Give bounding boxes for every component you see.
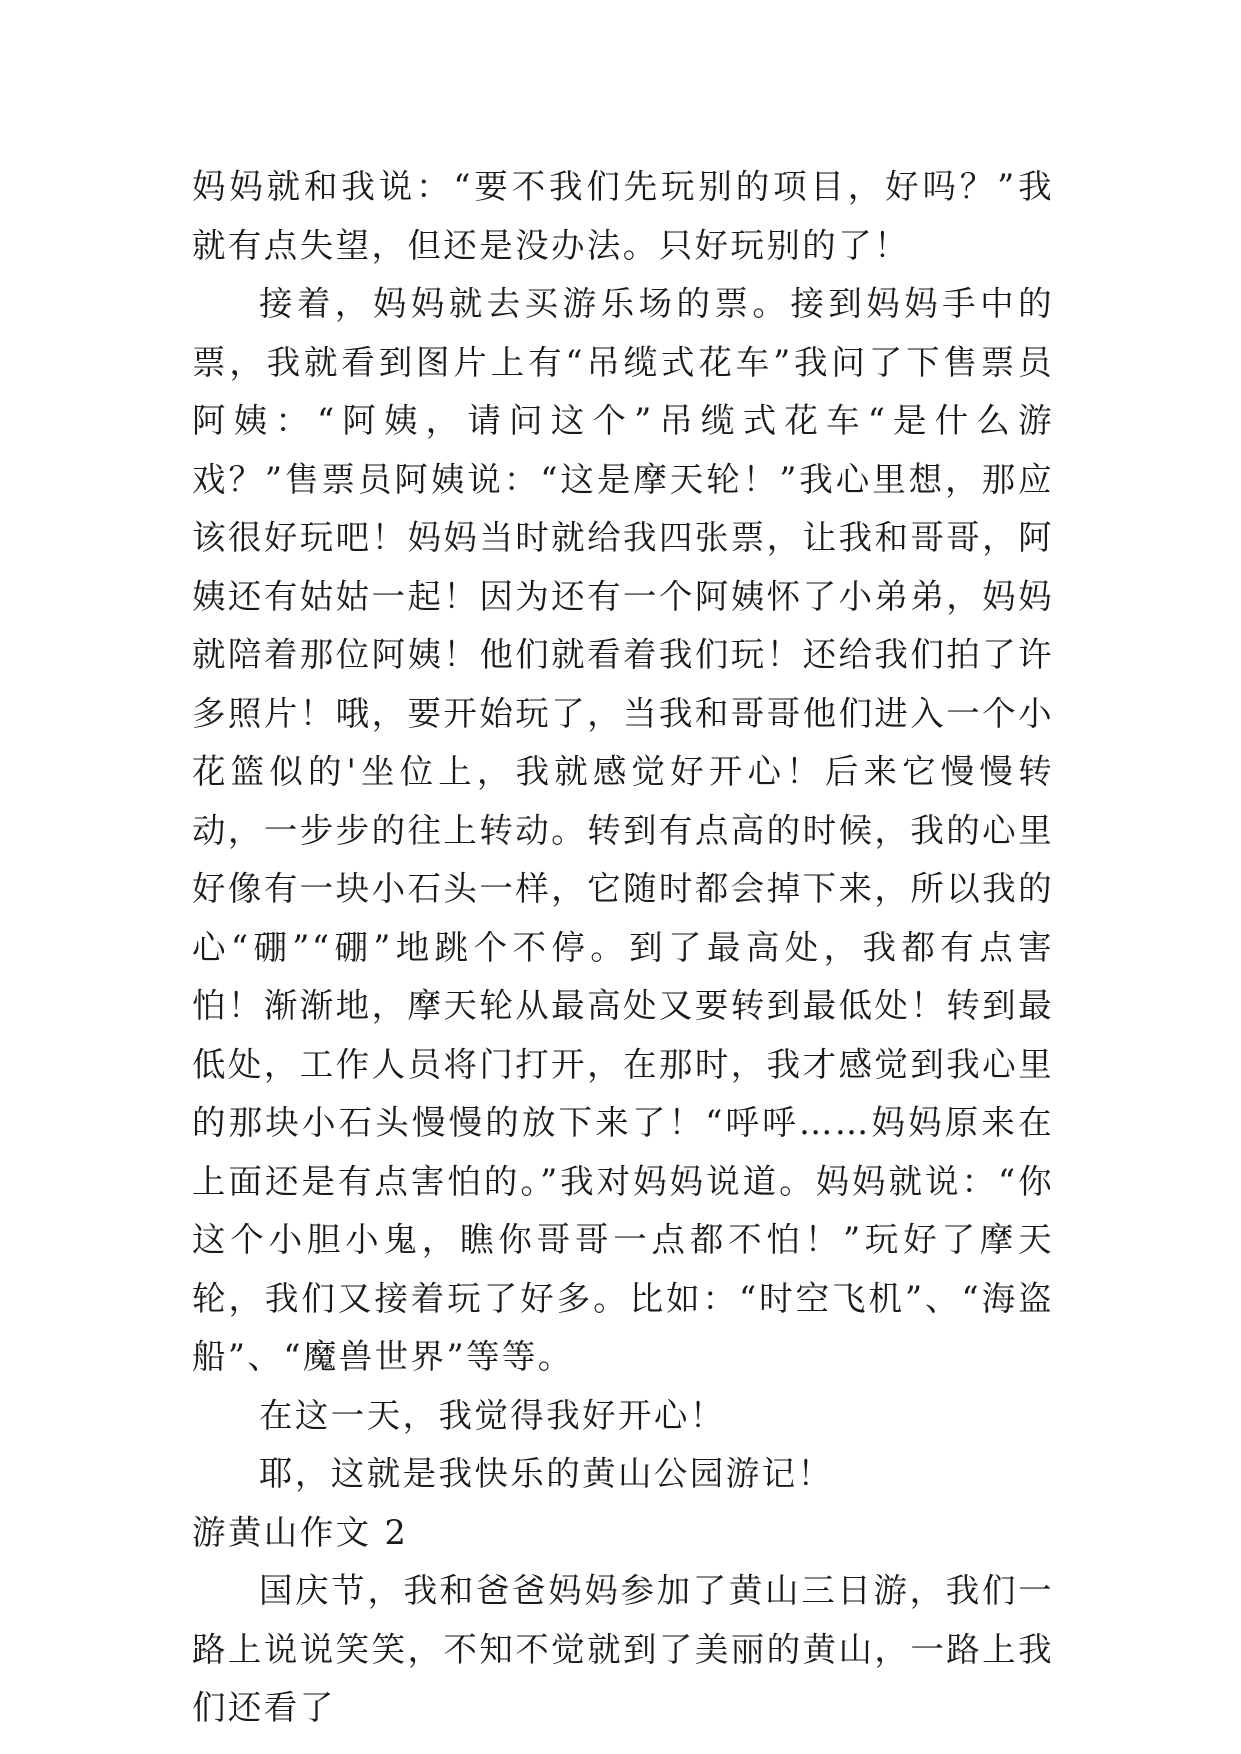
document-body <box>192 158 1054 1738</box>
essay-2-title: 游黄山作文 2 <box>192 1512 409 1552</box>
paragraph-ticket-story: 接着，妈妈就去买游乐场的票。接到妈妈手中的票，我就看到图片上有“吊缆式花车”我问了下售票员阿姨：“阿姨，请问这个”吊缆式花车“是什么游戏？”售票员阿姨说：“这是摩天轮！”我心里想，那应该很好玩吧！妈妈当时就给我四张票，让我和哥哥，阿姨还有姑姑一起！因为还有一个阿姨怀了小弟弟，妈妈就陪着那位阿姨！他们就看着我们玩！还给我们拍了许多照片！哦，要开始玩了，当我和哥哥他们进入一个小花篮似的'坐位上，我就感觉好开心！后来它慢慢转动，一步步的往上转动。转到有点高的时候，我的心里好像有一块小石头一样，它随时都会掉下来，所以我的心“硼”“硼”地跳个不停。到了最高处，我都有点害怕！渐渐地，摩天轮从最高处又要转到最低处！转到最低处，工作人员将门打开，在那时，我才感觉到我心里的那块小石头慢慢的放下来了！“呼呼……妈妈原来在上面还是有点害怕的。”我对妈妈说道。妈妈就说：“你这个小胆小鬼，瞧你哥哥一点都不怕！”玩好了摩天轮，我们又接着玩了好多。比如：“时空飞机”、“海盗船”、“魔兽世界”等等。 <box>192 284 1054 1376</box>
paragraph-happy-day: 在这一天，我觉得我好开心！ <box>259 1395 726 1435</box>
essay-2-paragraph-1: 国庆节，我和爸爸妈妈参加了黄山三日游，我们一路上说说笑笑，不知不觉就到了美丽的黄山，一路上我们还看了 <box>192 1571 1054 1727</box>
paragraph-continued: 妈妈就和我说：“要不我们先玩别的项目，好吗？”我就有点失望，但还是没办法。只好玩别的了！ <box>192 167 1054 265</box>
paragraph-closing: 耶，这就是我快乐的黄山公园游记！ <box>259 1454 834 1493</box>
